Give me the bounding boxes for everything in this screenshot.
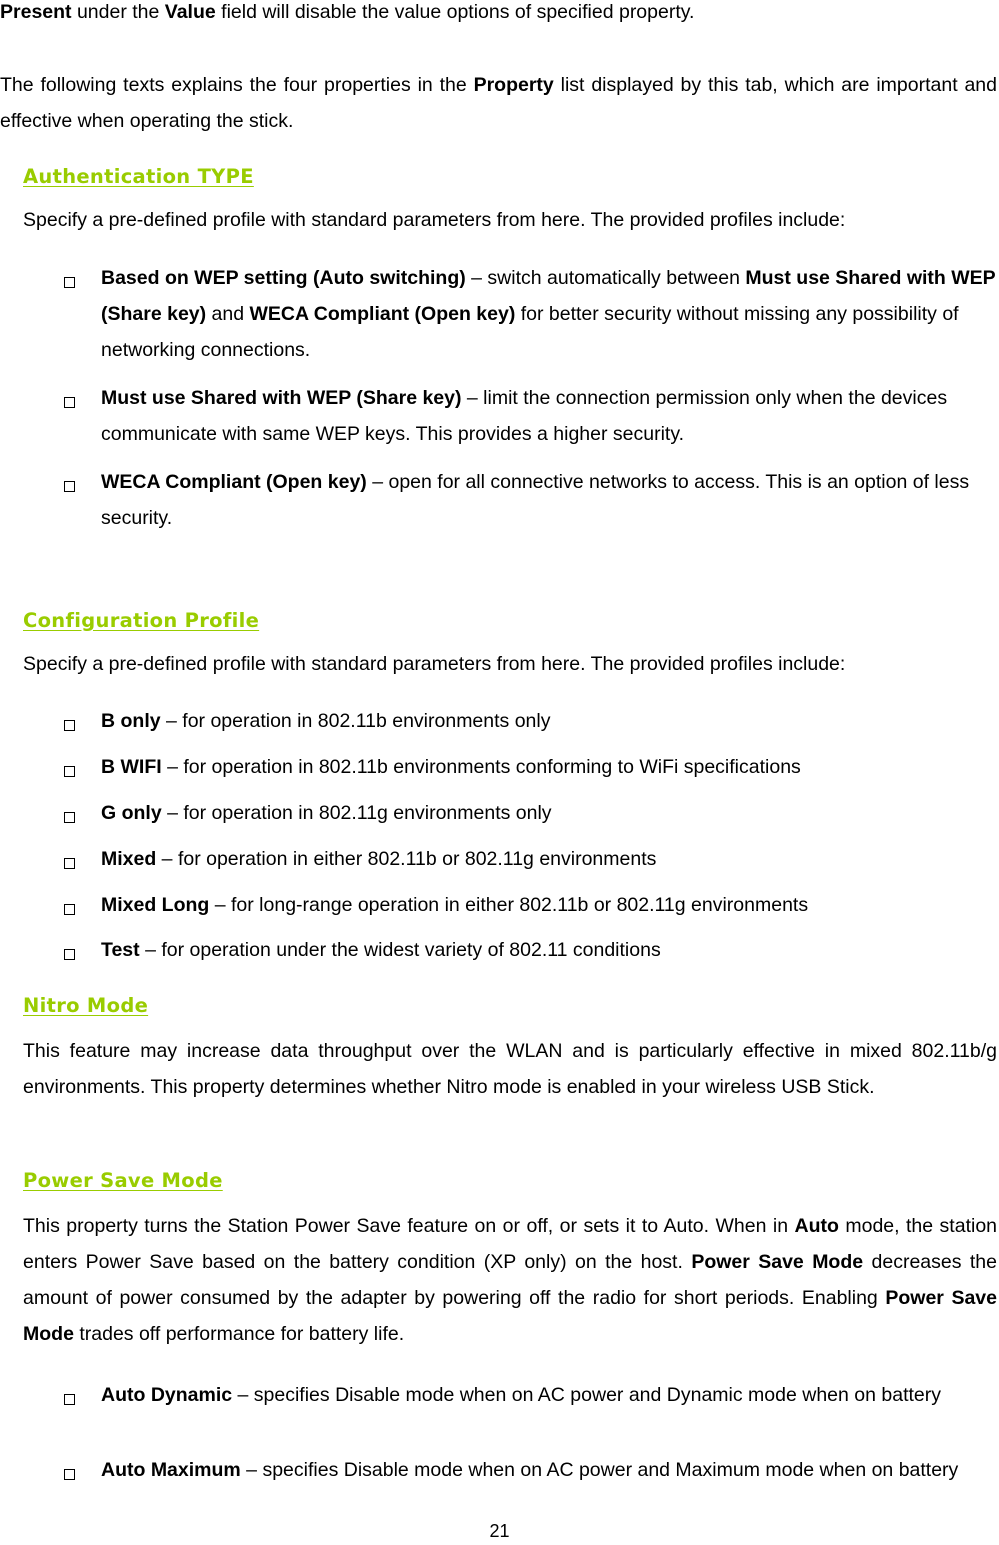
section-description: This feature may increase data throughput over the WLAN and is particularly effective in mixed 802.11b/g environments. This property determines whether Nitro mode is enabled in your wireless USB Stick. <box>23 1040 997 1098</box>
section-heading-configuration-profile: Configuration Profile <box>23 609 260 632</box>
list-item-text: Test – for operation under the widest variety of 802.11 conditions <box>101 939 661 961</box>
list-item-text: G only – for operation in 802.11g environments only <box>101 802 552 824</box>
section-description: Specify a pre-defined profile with standard parameters from here. The provided profiles include: <box>23 209 846 231</box>
checkbox-bullet-icon <box>64 277 75 288</box>
section-heading-nitro-mode: Nitro Mode <box>23 994 149 1017</box>
section-description: Specify a pre-defined profile with standard parameters from here. The provided profiles include: <box>23 653 846 675</box>
intro-line: Present under the Value field will disable the value options of specified property. <box>0 1 695 23</box>
page-number: 21 <box>489 1521 510 1541</box>
section-heading-authentication-type: Authentication TYPE <box>23 165 254 188</box>
checkbox-bullet-icon <box>64 720 75 731</box>
checkbox-bullet-icon <box>64 858 75 869</box>
list-item-text: Mixed Long – for long-range operation in either 802.11b or 802.11g environments <box>101 894 809 916</box>
section-heading-power-save-mode: Power Save Mode <box>23 1169 223 1192</box>
checkbox-bullet-icon <box>64 1469 75 1480</box>
checkbox-bullet-icon <box>64 949 75 960</box>
list-item-text: B only – for operation in 802.11b environments only <box>101 710 551 732</box>
list-item-text: Must use Shared with WEP (Share key) – limit the connection permission only when the devices communicate with same WEP keys. This provides a higher security. <box>101 387 948 445</box>
list-item-text: WECA Compliant (Open key) – open for all connective networks to access. This is an option of less security. <box>101 471 970 529</box>
checkbox-bullet-icon <box>64 1394 75 1405</box>
section-description: This property turns the Station Power Save feature on or off, or sets it to Auto. When in Auto mode, the station enters Power Save based on the battery condition (XP only) on the host. Power Save Mode decreases the amount of power consumed by the adapter by powering off the radio for short periods. Enabling Power Save Mode trades off performance for battery life. <box>23 1215 998 1345</box>
list-item-text: Auto Dynamic – specifies Disable mode when on AC power and Dynamic mode when on battery <box>101 1384 941 1406</box>
checkbox-bullet-icon <box>64 812 75 823</box>
list-item-text: Mixed – for operation in either 802.11b or 802.11g environments <box>101 848 657 870</box>
checkbox-bullet-icon <box>64 766 75 777</box>
list-item-text: Auto Maximum – specifies Disable mode when on AC power and Maximum mode when on battery <box>101 1459 959 1481</box>
intro-paragraph: The following texts explains the four properties in the Property list displayed by this tab, which are important and effective when operating the stick. <box>0 74 997 132</box>
bold-term: Present <box>0 1 72 23</box>
list-item-text: Based on WEP setting (Auto switching) – switch automatically between Must use Shared with WEP (Share key) and WECA Compliant (Open key) for better security without missing any possibility of networking connections. <box>101 267 996 361</box>
bold-term: Property <box>473 74 554 96</box>
checkbox-bullet-icon <box>64 904 75 915</box>
checkbox-bullet-icon <box>64 481 75 492</box>
list-item-text: B WIFI – for operation in 802.11b environments conforming to WiFi specifications <box>101 756 801 778</box>
bold-term: Value <box>164 1 216 23</box>
checkbox-bullet-icon <box>64 397 75 408</box>
